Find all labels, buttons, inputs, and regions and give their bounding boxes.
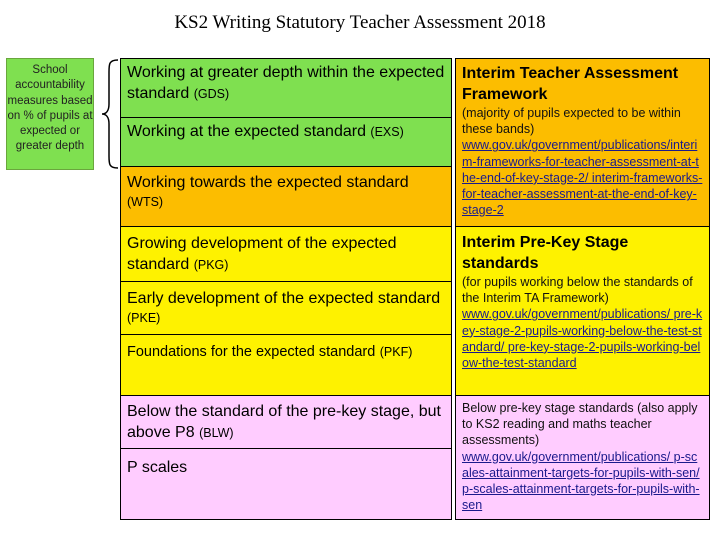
standard-pkg — [120, 226, 452, 282]
standard-wts-label: Working towards the expected standard — [127, 174, 409, 191]
curly-brace-icon — [100, 58, 120, 170]
standard-pkf — [120, 334, 452, 396]
framework-p-scales-note: Below pre-key stage standards (also apply to KS2 reading and maths teacher assessments) — [462, 401, 698, 448]
standard-blw — [120, 395, 452, 449]
framework-pre-key-stage-note: (for pupils working below the standards of the Interim TA Framework) — [462, 275, 693, 306]
standard-pkg-code: (PKG) — [193, 258, 229, 272]
framework-pre-key-stage-heading: Interim Pre-Key Stage standards — [462, 234, 629, 272]
standard-pkg-label: Growing development of the expected standard — [127, 235, 397, 273]
framework-pre-key-stage — [455, 226, 710, 396]
framework-interim-ta-link[interactable]: www.gov.uk/government/publications/interim-frameworks-for-teacher-assessment-at-the-end-of-key-stage-2/ interim-frameworks-for-teacher-assessment-at-the-end-of-key-stage-2 — [462, 138, 703, 218]
standard-gds — [120, 58, 452, 118]
standard-pke-label: Early development of the expected standard — [127, 290, 441, 307]
framework-interim-ta — [455, 58, 710, 227]
standard-pke-code: (PKE) — [127, 311, 161, 325]
standard-pke — [120, 281, 452, 335]
accountability-note-box — [6, 58, 94, 170]
standard-pkf-label: Foundations for the expected standard — [127, 344, 376, 360]
framework-p-scales — [455, 395, 710, 520]
accountability-note-text: School accountability measures based on % of pupils at expected or greater depth — [7, 64, 93, 153]
standard-gds-label: Working at greater depth within the expected standard — [127, 64, 445, 102]
standard-blw-label: Below the standard of the pre-key stage, but above P8 — [127, 403, 441, 441]
standard-p-scales-label: P scales — [127, 459, 188, 476]
standard-blw-code: (BLW) — [199, 426, 234, 440]
standard-gds-code: (GDS) — [193, 87, 230, 101]
standard-exs — [120, 117, 452, 167]
framework-interim-ta-heading: Interim Teacher Assessment Framework — [462, 65, 679, 103]
standard-exs-label: Working at the expected standard — [127, 123, 366, 140]
framework-pre-key-stage-link[interactable]: www.gov.uk/government/publications/ pre-key-stage-2-pupils-working-below-the-test-standard/ pre-key-stage-2-pupils-working-below-the-test-standard — [462, 307, 703, 371]
page-title: KS2 Writing Statutory Teacher Assessment 2018 — [174, 12, 546, 33]
framework-p-scales-link[interactable]: www.gov.uk/government/publications/ p-scales-attainment-targets-for-pupils-with-sen/ p-scales-attainment-targets-for-pupils-with-sen — [462, 449, 700, 513]
standard-exs-code: (EXS) — [370, 125, 404, 139]
standard-pkf-code: (PKF) — [379, 345, 413, 359]
standard-wts-code: (WTS) — [127, 195, 164, 209]
standard-p-scales — [120, 448, 452, 520]
standard-wts — [120, 166, 452, 227]
framework-interim-ta-note: (majority of pupils expected to be within these bands) — [462, 106, 681, 137]
